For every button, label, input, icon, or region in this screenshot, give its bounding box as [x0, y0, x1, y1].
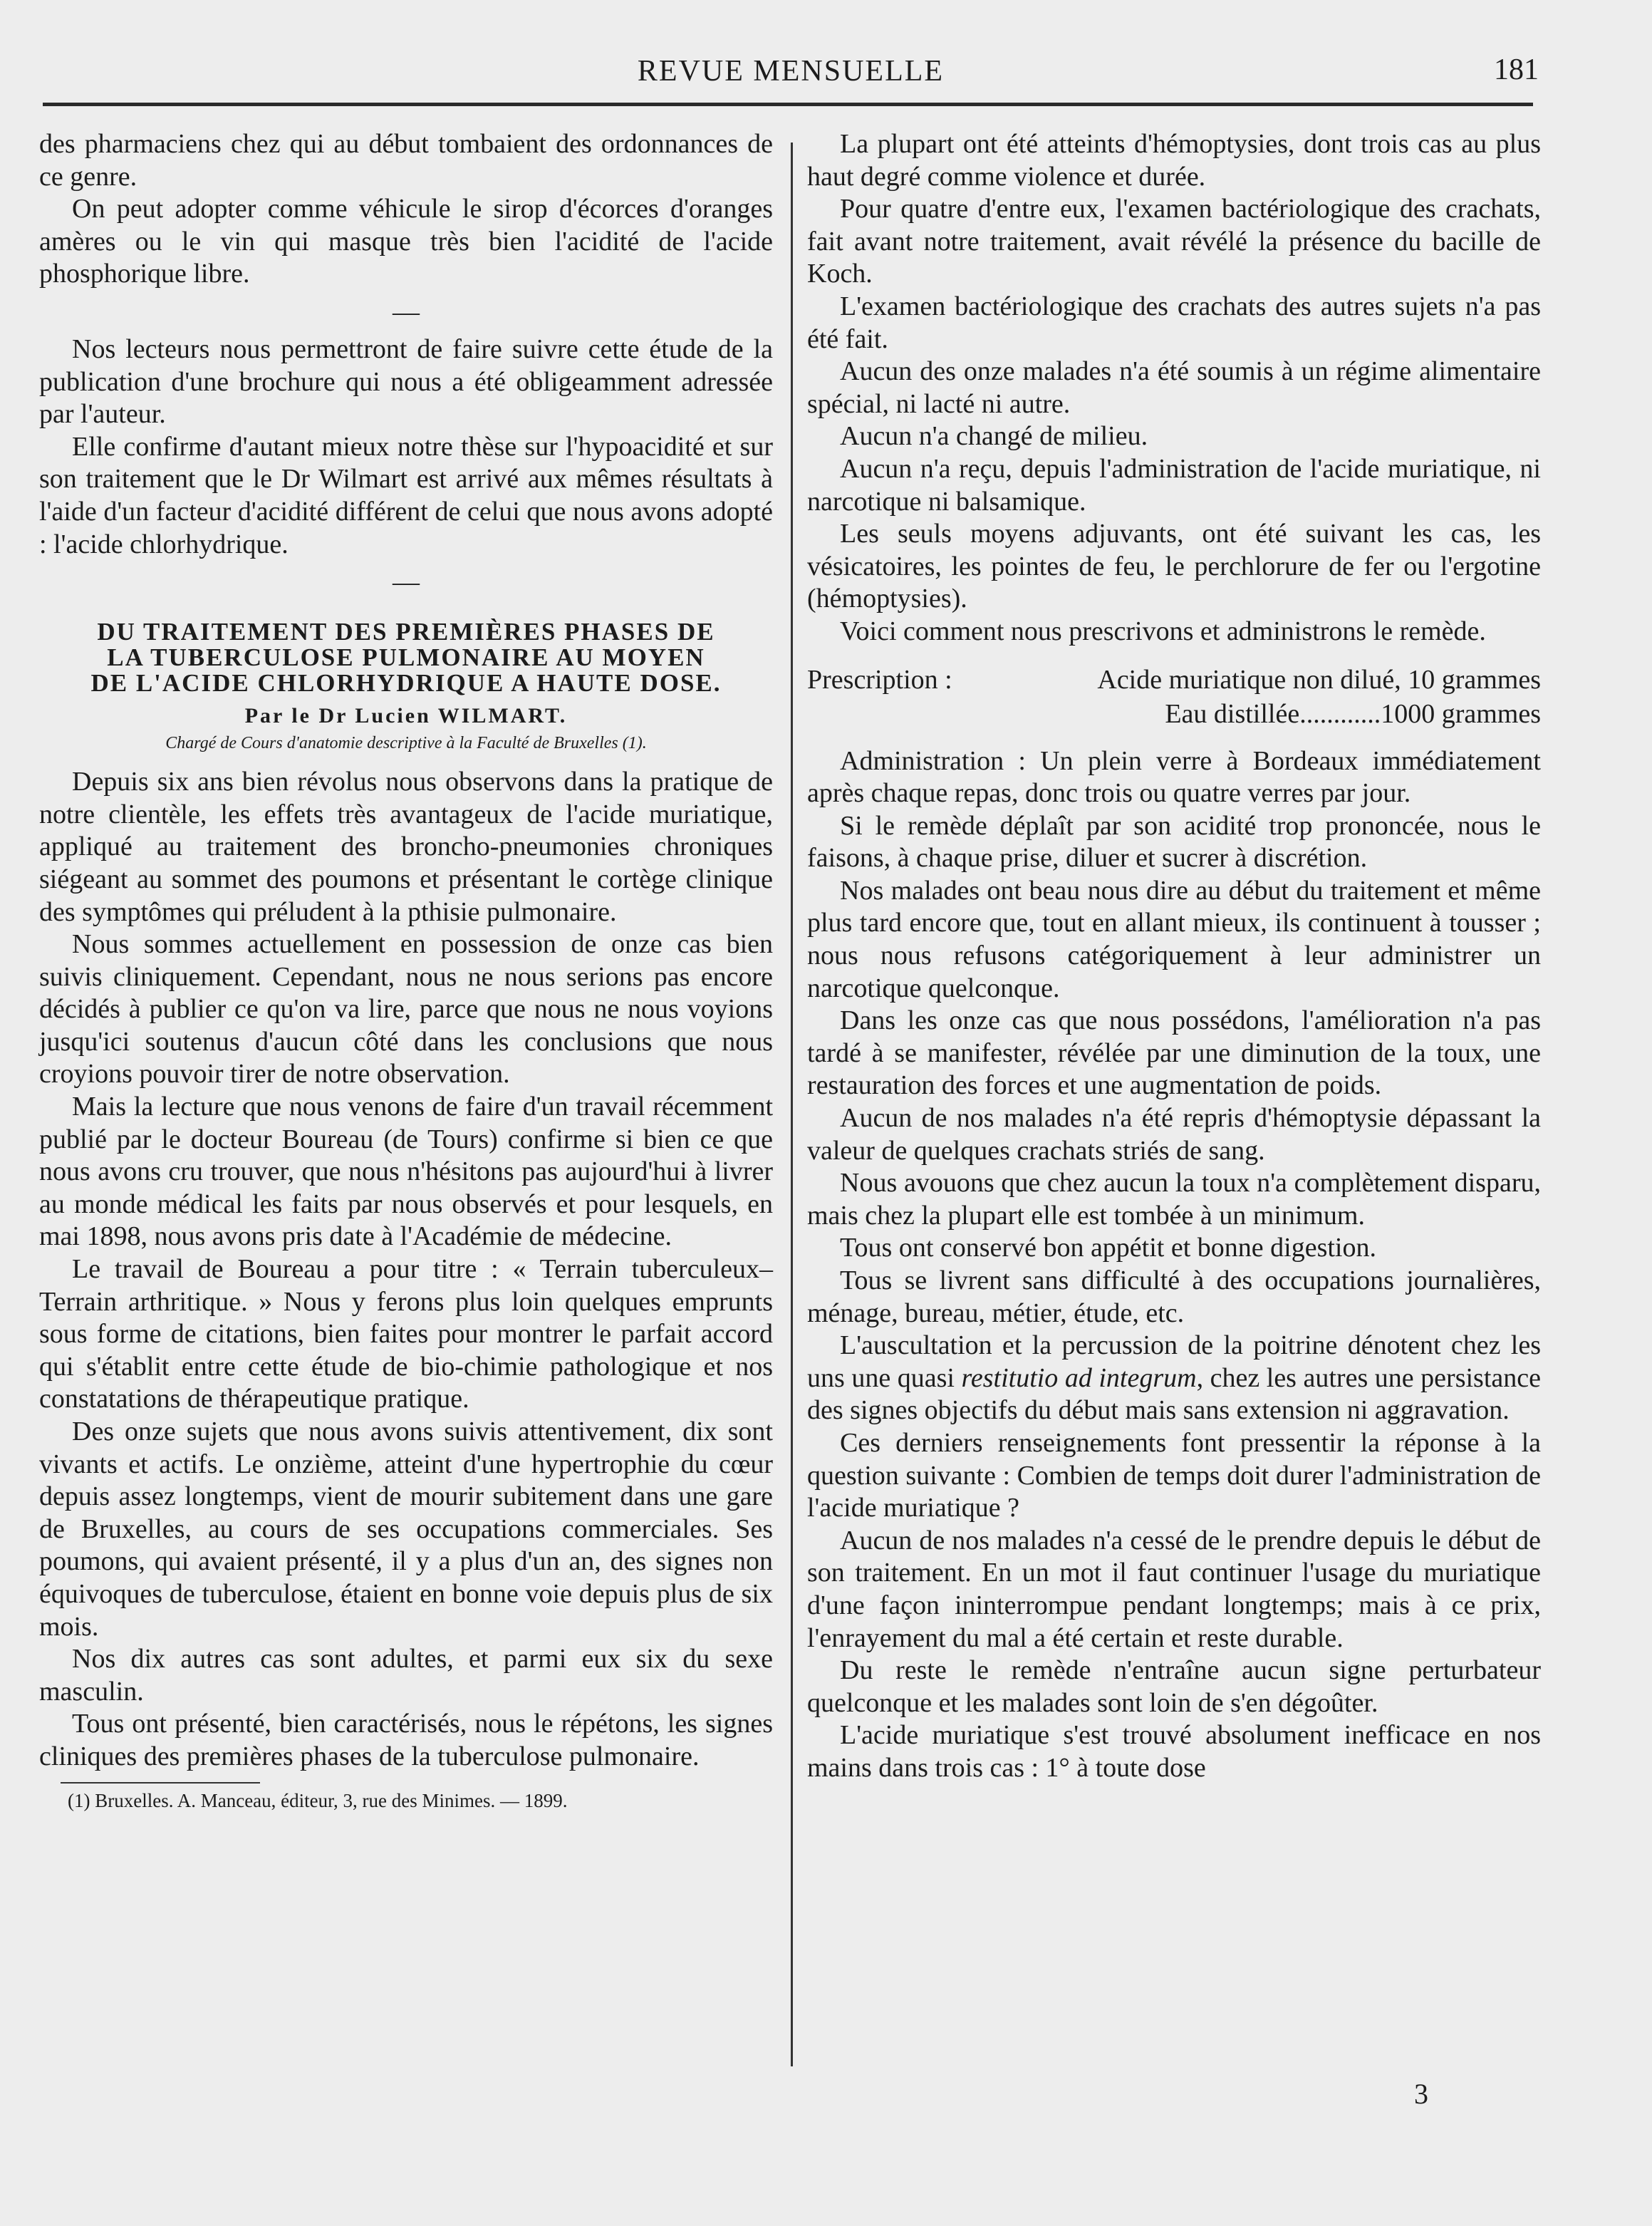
- paragraph: Ces derniers renseignements font pressentir la réponse à la question suivante : Combien de temps doit durer l'administration de l'acide muriatique ?: [807, 1427, 1541, 1523]
- prescription-ingredient: Eau distillée............1000 grammes: [1165, 698, 1541, 729]
- prescription-ingredient: Acide muriatique non dilué, 10 grammes: [1097, 664, 1541, 695]
- paragraph: Tous se livrent sans difficulté à des occupations journalières, ménage, bureau, métier, étude, etc.: [807, 1265, 1541, 1328]
- paragraph: Administration : Un plein verre à Bordeaux immédiatement après chaque repas, donc trois ou quatre verres par jour.: [807, 745, 1541, 809]
- paragraph: Aucun n'a reçu, depuis l'administration de l'acide muriatique, ni narcotique ni balsamique.: [807, 453, 1541, 517]
- prescription-line: [807, 663, 1541, 697]
- paragraph: Depuis six ans bien révolus nous observons dans la pratique de notre clientèle, les effets très avantageux de l'acide muriatique, appliqué au traitement des broncho-pneumonies chroniques siégeant au sommet des poumons et présentant le cortège clinique des symptômes qui préludent à la pthisie pulmonaire.: [39, 767, 773, 927]
- footnote: (1) Bruxelles. A. Manceau, éditeur, 3, rue des Minimes. — 1899.: [68, 1789, 568, 1811]
- paragraph: On peut adopter comme véhicule le sirop d'écorces d'oranges amères ou le vin qui masque très bien l'acidité de l'acide phosphorique libre.: [39, 194, 773, 289]
- text-run: L'auscultation et la percussion de la poitrine dénotent chez les uns une quasi: [807, 1330, 1541, 1393]
- paragraph: Aucun n'a changé de milieu.: [840, 421, 1148, 452]
- article-title: [39, 619, 773, 696]
- journal-title: REVUE MENSUELLE: [637, 55, 945, 88]
- paragraph: Aucun de nos malades n'a cessé de le prendre depuis le début de son traitement. En un mot il faut continuer l'usage du muriatique d'une façon ininterrompue pendant longtemps; mais à ce prix, l'enrayement du mal a été certain et reste durable.: [807, 1525, 1541, 1653]
- running-head: [43, 48, 1539, 91]
- paragraph: L'acide muriatique s'est trouvé absolument inefficace en nos mains dans trois cas : 1° à toute dose: [807, 1720, 1541, 1783]
- paragraph: Nous sommes actuellement en possession de onze cas bien suivis cliniquement. Cependant, nous ne nous serions pas encore décidés à publier ce qu'on va lire, parce que nous ne nous voyions jusqu'ici soutenus d'aucun côté dans les conclusions que nous croyions pouvoir tirer de notre observation.: [39, 929, 773, 1089]
- paragraph: Si le remède déplaît par son acidité trop prononcée, nous le faisons, à chaque prise, diluer et sucrer à discrétion.: [807, 810, 1541, 874]
- page-number: 181: [1494, 53, 1539, 86]
- prescription-block: [807, 663, 1541, 731]
- paragraph: des pharmaciens chez qui au début tombaient des ordonnances de ce genre.: [39, 129, 773, 192]
- text-run: , chez les autres une persistance des signes objectifs du début mais sans extension ni aggravation.: [807, 1362, 1541, 1426]
- left-column: [39, 128, 773, 1815]
- paragraph: La plupart ont été atteints d'hémoptysies, dont trois cas au plus haut degré comme violence et durée.: [807, 129, 1541, 192]
- paragraph: Elle confirme d'autant mieux notre thèse sur l'hypoacidité et sur son traitement que le Dr Wilmart est arrivé aux mêmes résultats à l'aide d'un facteur d'acidité différent de celui que nous avons adopté : l'acide chlorhydrique.: [39, 431, 773, 559]
- article-byline: Par le Dr Lucien WILMART.: [244, 704, 568, 728]
- paragraph: Nos malades ont beau nous dire au début du traitement et même plus tard encore que, tout en allant mieux, ils continuent à tousser ; nous nous refusons catégoriquement à leur administrer un narcotique quelconque.: [807, 875, 1541, 1003]
- right-column: [807, 128, 1541, 1785]
- column-rule: [791, 143, 793, 2066]
- paragraph: Le travail de Boureau a pour titre : « Terrain tuberculeux–Terrain arthritique. » Nous y ferons plus loin quelques emprunts sous forme de citations, bien faites pour montrer le parfait accord qui s'établit entre cette étude de bio-chimie pathologique et nos constatations de thérapeutique pratique.: [39, 1254, 773, 1414]
- paragraph: Des onze sujets que nous avons suivis attentivement, dix sont vivants et actifs. Le onzième, atteint d'une hypertrophie du cœur depuis assez longtemps, vient de mourir subitement dans une gare de Bruxelles, au cours de ses occupations commerciales. Ses poumons, qui avaient présenté, il y a plus d'un an, des signes non équivoques de tuberculose, étaient en bonne voie depuis plus de six mois.: [39, 1417, 773, 1642]
- paragraph: [807, 1330, 1541, 1427]
- section-separator: —: [393, 296, 420, 327]
- paragraph: Dans les onze cas que nous possédons, l'amélioration n'a pas tardé à se manifester, révélée par une diminution de la toux, une restauration des forces et une augmentation de poids.: [807, 1005, 1541, 1101]
- signature-mark: 3: [1414, 2078, 1428, 2110]
- footnote-rule: [61, 1782, 260, 1784]
- paragraph: Du reste le remède n'entraîne aucun signe perturbateur quelconque et les malades sont loin de s'en dégoûter.: [807, 1655, 1541, 1718]
- header-rule: [43, 103, 1533, 106]
- paragraph: Nos lecteurs nous permettront de faire suivre cette étude de la publication d'une brochure qui nous a été obligeamment adressée par l'auteur.: [39, 333, 773, 430]
- paragraph: Nous avouons que chez aucun la toux n'a complètement disparu, mais chez la plupart elle est tombée à un minimum.: [807, 1168, 1541, 1231]
- article-title-line: DE L'ACIDE CHLORHYDRIQUE A HAUTE DOSE.: [90, 669, 722, 698]
- article-title-line: DU TRAITEMENT DES PREMIÈRES PHASES DE: [97, 618, 715, 646]
- paragraph: Aucun des onze malades n'a été soumis à un régime alimentaire spécial, ni lacté ni autre.: [807, 356, 1541, 419]
- paragraph: Tous ont conservé bon appétit et bonne digestion.: [840, 1233, 1376, 1263]
- paragraph: Les seuls moyens adjuvants, ont été suivant les cas, les vésicatoires, les pointes de feu, le perchlorure de fer ou l'ergotine (hémoptysies).: [807, 519, 1541, 614]
- paragraph: L'examen bactériologique des crachats des autres sujets n'a pas été fait.: [807, 291, 1541, 354]
- author-affiliation: Chargé de Cours d'anatomie descriptive à la Faculté de Bruxelles (1).: [165, 734, 647, 753]
- paragraph: Pour quatre d'entre eux, l'examen bactériologique des crachats, fait avant notre traitement, avait révélé la présence du bacille de Koch.: [807, 194, 1541, 289]
- paragraph: Mais la lecture que nous venons de faire d'un travail récemment publié par le docteur Boureau (de Tours) confirme si bien ce que nous avons cru trouver, que nous n'hésitons pas aujourd'hui à livrer au monde médical les faits par nous observés et pour lesquels, en mai 1898, nous avons pris date à l'Académie de médecine.: [39, 1092, 773, 1252]
- article-title-line: LA TUBERCULOSE PULMONAIRE AU MOYEN: [107, 643, 705, 672]
- paragraph: Tous ont présenté, bien caractérisés, nous le répétons, les signes cliniques des premières phases de la tuberculose pulmonaire.: [39, 1709, 773, 1771]
- prescription-label: Prescription :: [807, 664, 952, 695]
- latin-phrase: restitutio ad integrum: [961, 1362, 1197, 1393]
- section-separator: —: [393, 567, 420, 598]
- paragraph: Voici comment nous prescrivons et administrons le remède.: [840, 616, 1486, 646]
- paragraph: Nos dix autres cas sont adultes, et parmi eux six du sexe masculin.: [39, 1644, 773, 1707]
- paragraph: Aucun de nos malades n'a été repris d'hémoptysie dépassant la valeur de quelques crachats striés de sang.: [807, 1103, 1541, 1166]
